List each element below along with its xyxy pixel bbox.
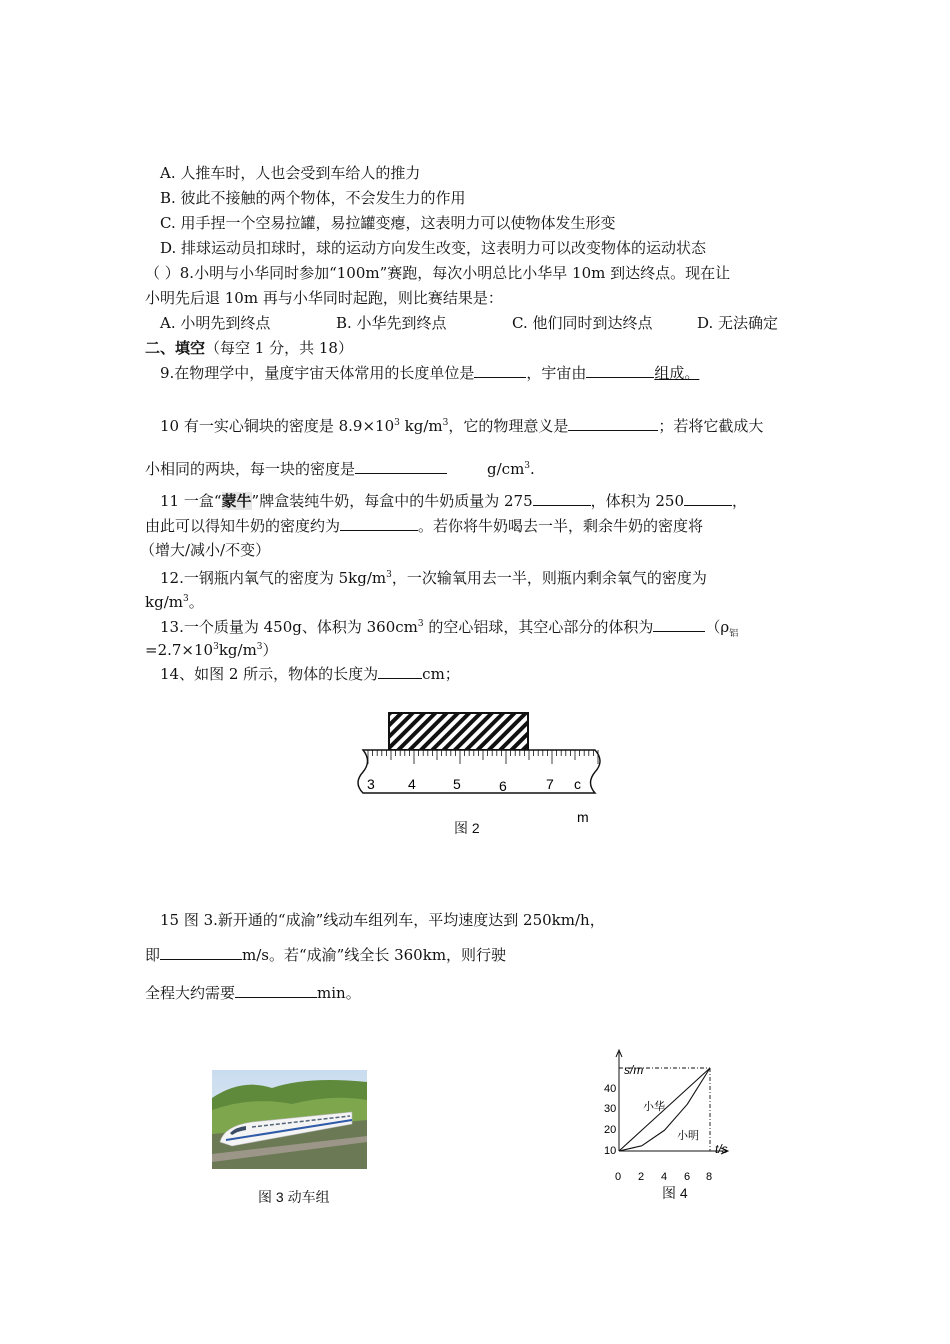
q12-line2 [145, 589, 204, 612]
q10-text-6: g/cm [487, 460, 525, 478]
ruler-body [358, 750, 600, 793]
q9-blank-1[interactable] [474, 363, 526, 378]
tick-label-4: 4 [408, 776, 416, 792]
y-tick-10: 10 [604, 1145, 617, 1157]
q10-blank-1[interactable] [568, 416, 658, 431]
figure-2-ruler [350, 705, 620, 830]
series-label-xiaohua: 小华 [643, 1101, 665, 1113]
q11-text-5: 由此可以得知牛奶的密度约为 [145, 517, 341, 535]
q15-text-2: m/s。若“成渝”线全长 360km，则行驶 [242, 946, 507, 964]
q12-line1 [160, 565, 707, 588]
series-label-xiaoming: 小明 [677, 1130, 699, 1142]
q15-blank-1[interactable] [160, 945, 242, 960]
x-tick-8: 8 [706, 1171, 713, 1183]
q15-line1: 15 图 3.新开通的“成渝”线动车组列车，平均速度达到 250km/h， [160, 911, 605, 929]
q8-line1: （ ）8.小明与小华同时参加“100m”赛跑，每次小明总比小华早 10m 到达终点。现在让 [145, 264, 731, 282]
q11-text-3: ，体积为 250 [590, 492, 685, 510]
q10-line2 [145, 456, 535, 479]
x-tick-6: 6 [684, 1171, 691, 1183]
train-photo [212, 1070, 367, 1169]
q10-text-3: ，它的物理意义是 [448, 417, 569, 435]
x-tick-4: 4 [661, 1171, 668, 1183]
q9-text-2: ，宇宙由 [526, 364, 587, 382]
y-tick-40: 40 [604, 1083, 617, 1095]
q12-text-1: 12.一钢瓶内氧气的密度为 5kg/m [160, 569, 387, 587]
y-tick-30: 30 [604, 1103, 617, 1115]
q7-option-a: A. 人推车时，人也会受到车给人的推力 [160, 164, 421, 182]
q11-line2 [145, 516, 703, 536]
q7-option-c: C. 用手捏一个空易拉罐，易拉罐变瘪，这表明力可以使物体发生形变 [160, 214, 616, 232]
q13-text-6: ） [262, 641, 278, 659]
q10-text-1: 10 有一实心铜块的密度是 8.9×10 [160, 417, 395, 435]
q11-line1 [160, 491, 747, 511]
q11-blank-3[interactable] [340, 516, 418, 531]
q10-exp-2: 3 [442, 418, 449, 428]
q14-text-1: 14、如图 2 所示，物体的长度为 [160, 665, 379, 683]
measured-block [389, 713, 528, 750]
q12-text-3: kg/m [145, 593, 183, 611]
q10-text-4: ；若将它截成大 [658, 417, 764, 435]
x-tick-2: 2 [638, 1171, 645, 1183]
section-heading [145, 338, 353, 358]
q13-line2 [145, 637, 278, 660]
q12-text-2: ，一次输氧用去一半，则瓶内剩余氧气的密度为 [391, 569, 707, 587]
q15-text-1: 即 [145, 946, 161, 964]
q10-text-5: 小相同的两块，每一块的密度是 [145, 460, 356, 478]
y-axis-label: s/m [624, 1063, 644, 1077]
q10-exp-1: 3 [394, 418, 400, 428]
tick-label-unit: c [574, 776, 581, 792]
q13-text-3: （ρ [705, 618, 730, 636]
q11-text-4: ， [732, 492, 748, 510]
x-tick-0: 0 [615, 1171, 622, 1183]
figure-3-caption: 图 3 动车组 [258, 1189, 330, 1205]
tick-label-7: 7 [546, 776, 554, 792]
tick-label-5: 5 [453, 776, 461, 792]
q15-line2 [145, 945, 506, 965]
q11-blank-2[interactable] [684, 491, 732, 506]
q10-line1 [160, 413, 763, 436]
q13-exp-3: 3 [256, 642, 263, 652]
q14-blank[interactable] [378, 664, 422, 679]
q11-text-6: 。若你将牛奶喝去一半，剩余牛奶的密度将 [418, 517, 704, 535]
q14 [160, 664, 460, 684]
q8-option-b: B. 小华先到终点 [336, 314, 447, 332]
q7-option-d: D. 排球运动员扣球时，球的运动方向发生改变，这表明力可以改变物体的运动状态 [160, 239, 707, 257]
q13-blank[interactable] [653, 617, 705, 632]
q9-text-1: 9.在物理学中，量度宇宙天体常用的长度单位是 [160, 364, 475, 382]
q15-blank-2[interactable] [235, 983, 317, 998]
figure-4-caption: 图 4 [662, 1185, 688, 1201]
q8-line2: 小明先后退 10m 再与小华同时起跑，则比赛结果是： [145, 289, 503, 307]
q8-option-d: D. 无法确定 [697, 314, 779, 332]
q9 [160, 363, 699, 383]
q12-text-4: 。 [188, 593, 204, 611]
q11-text-2: ”牌盒装纯牛奶，每盒中的牛奶质量为 275 [251, 492, 533, 510]
q10-text-2: kg/m [399, 417, 443, 435]
q8-option-c: C. 他们同时到达终点 [512, 314, 653, 332]
section-title: 二、填空 [145, 339, 206, 357]
brand-name: 蒙牛 [221, 492, 252, 510]
q11-blank-1[interactable] [533, 491, 591, 506]
unit-tail: m [577, 809, 589, 825]
tick-label-6: 6 [499, 778, 507, 794]
q15-text-3: 全程大约需要 [145, 984, 236, 1002]
q9-text-3: 组成。 [654, 364, 700, 382]
section-note: （每空 1 分，共 18） [205, 339, 353, 357]
q11-line3: （增大/减小/不变） [140, 541, 271, 559]
q9-blank-2[interactable] [586, 363, 654, 378]
figure-2-caption: 图 2 [454, 820, 480, 836]
q10-exp-3: 3 [524, 461, 531, 471]
tick-label-3: 3 [367, 776, 375, 792]
q8-option-a: A. 小明先到终点 [160, 314, 271, 332]
q15-text-4: min。 [317, 984, 361, 1002]
q12-exp: 3 [386, 570, 392, 580]
q13-exp-2: 3 [213, 642, 219, 652]
y-tick-20: 20 [604, 1124, 617, 1136]
q13-sub: 铝 [729, 629, 739, 639]
q13-text-5: kg/m [218, 641, 257, 659]
q11-text-1: 11 一盒“ [160, 492, 222, 510]
x-axis-label: t/s [715, 1142, 728, 1156]
q7-option-b: B. 彼此不接触的两个物体，不会发生力的作用 [160, 189, 466, 207]
q12-exp-2: 3 [182, 594, 189, 604]
q13-text-1: 13.一个质量为 450g、体积为 360cm [160, 618, 418, 636]
q14-text-2: cm； [422, 665, 460, 683]
q10-blank-2[interactable] [355, 459, 447, 474]
q13-text-2: 的空心铝球，其空心部分的体积为 [423, 618, 654, 636]
q13-exp: 3 [417, 619, 424, 629]
figure-4-graph [595, 1048, 745, 1188]
q15-line3 [145, 983, 361, 1003]
q13-text-4: =2.7×10 [145, 641, 214, 659]
q10-text-7: . [530, 460, 535, 478]
